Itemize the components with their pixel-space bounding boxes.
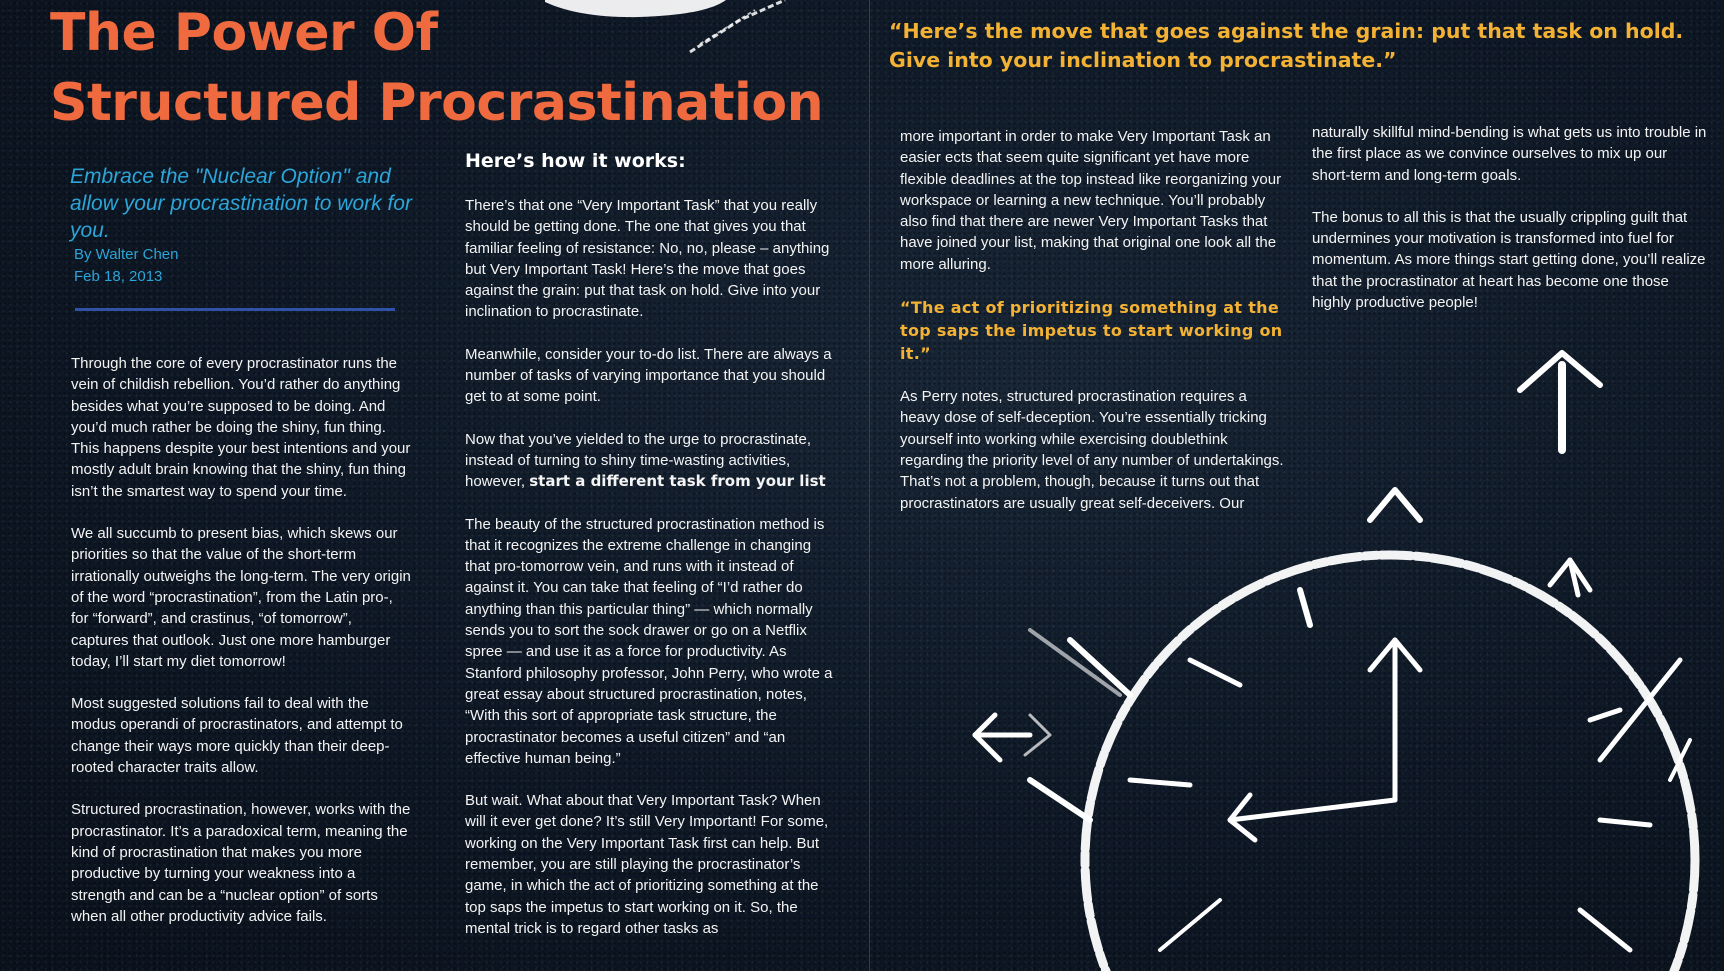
text-column-2 xyxy=(465,150,840,960)
article-title xyxy=(50,0,823,138)
paragraph: Structured procrastination, however, works with the procrastinator. It’s a paradoxical term, meaning the kind of procrastination that makes you more productive by turning your weakness into a strength and can be a “nuclear option” of sorts when all other productivity advice fails. xyxy=(71,801,411,925)
paragraph: As Perry notes, structured procrastination requires a heavy dose of self-deception. You’re essentially tricking yourself into working while exercising doublethink regarding the priority level of any number of undertakings. That’s not a problem, though, because it turns out that procrastinators are usually great self-deceivers. Our xyxy=(900,388,1284,512)
page-gutter-divider xyxy=(869,0,870,971)
section-heading: Here’s how it works: xyxy=(465,150,686,172)
paragraph: The bonus to all this is that the usually crippling guilt that undermines your motivation is transformed into fuel for momentum. As more things start getting done, you’ll realize that the procrastinator at heart has become one those highly productive people! xyxy=(1312,208,1706,312)
pull-quote-top: “Here’s the move that goes against the grain: put that task on hold. Give into your inclination to procrastinate.” xyxy=(889,19,1684,72)
paragraph: We all succumb to present bias, which skews our priorities so that the value of the short-term irrationally outweighs the long-term. The very origin of the word “procrastination”, from the Latin pro-, for “forward”, and crastinus, “of tomorrow”, captures that outlook. Just one more hamburger today, I’ll start my diet tomorrow! xyxy=(71,525,411,670)
byline xyxy=(74,244,178,288)
chalk-clock-icon xyxy=(950,340,1724,971)
paragraph xyxy=(465,429,840,493)
paragraph: The beauty of the structured procrastination method is that it recognizes the extreme challenge in changing that pro-tomorrow vein, and runs with it instead of against it. You can take that feeling of “I’d rather do anything than this particular thing” — which normally sends you to sort the sock drawer or go on a Netflix spree — and use it as a force for productivity. As Stanford philosophy professor, John Perry, who wrote a great essay about structured procrastination, notes, “With this sort of appropriate task structure, the procrastinator becomes a useful citizen” and “an effective human being.” xyxy=(465,515,833,767)
paragraph: But wait. What about that Very Important Task? When will it ever get done? It’s still Very Important! For some, working on the Very Important Task first can help. But remember, you are still playing the procrastinator’s game, in which the act of prioritizing something at the top saps the impetus to start working on it. So, the mental trick is to regard other tasks as xyxy=(465,792,829,937)
author-name: By Walter Chen xyxy=(74,246,179,263)
pull-quote-inline: “The act of prioritizing something at the top saps the impetus to start working on it.” xyxy=(900,298,1283,364)
section-rule xyxy=(75,308,395,311)
emphasis-text: start a different task from your list xyxy=(529,472,826,491)
paragraph: naturally skillful mind-bending is what gets us into trouble in the first place as we convince ourselves to mix up our short-term and long-term goals. xyxy=(1312,124,1707,184)
article-subhead: Embrace the "Nuclear Option" and allow your procrastination to work for you. xyxy=(70,165,412,242)
paragraph: Through the core of every procrastinator runs the vein of childish rebellion. You’d rather do anything besides what you’re supposed to be doing. And you’d much rather be doing the shiny, fun thing. This happens despite your best intentions and your mostly adult brain knowing that the shiny, fun thing isn’t the smartest way to spend your time. xyxy=(71,355,411,500)
text-column-4 xyxy=(1312,122,1707,334)
publish-date: Feb 18, 2013 xyxy=(74,268,163,285)
text-column-1 xyxy=(71,353,411,948)
paragraph: more important in order to make Very Important Task an easier ects that seem quite significant yet have more flexible deadlines at the top instead like reorganizing your workspace or learning a new technique. You’ll probably also find that there are newer Very Important Tasks that have joined your list, making that original one look all the more alluring. xyxy=(900,128,1282,273)
paragraph: There’s that one “Very Important Task” that you really should be getting done. The one that gives you that familiar feeling of resistance: No, no, please – anything but Very Important Task! Here’s the move that goes against the grain: put that task on hold. Give into your inclination to procrastinate. xyxy=(465,197,830,321)
title-line-1: The Power Of xyxy=(50,3,438,63)
paragraph: Most suggested solutions fail to deal with the modus operandi of procrastinators, and attempt to change their ways more quickly than their deep-rooted character traits allow. xyxy=(71,695,403,777)
paragraph: Meanwhile, consider your to-do list. There are always a number of tasks of varying importance that you should get to at some point. xyxy=(465,345,832,406)
title-line-2: Structured Procrastination xyxy=(50,73,824,133)
paragraph-lead: Now that you’ve yielded to the urge to procrastinate, instead of turning to shiny time-wasting activities, however, xyxy=(465,430,812,491)
